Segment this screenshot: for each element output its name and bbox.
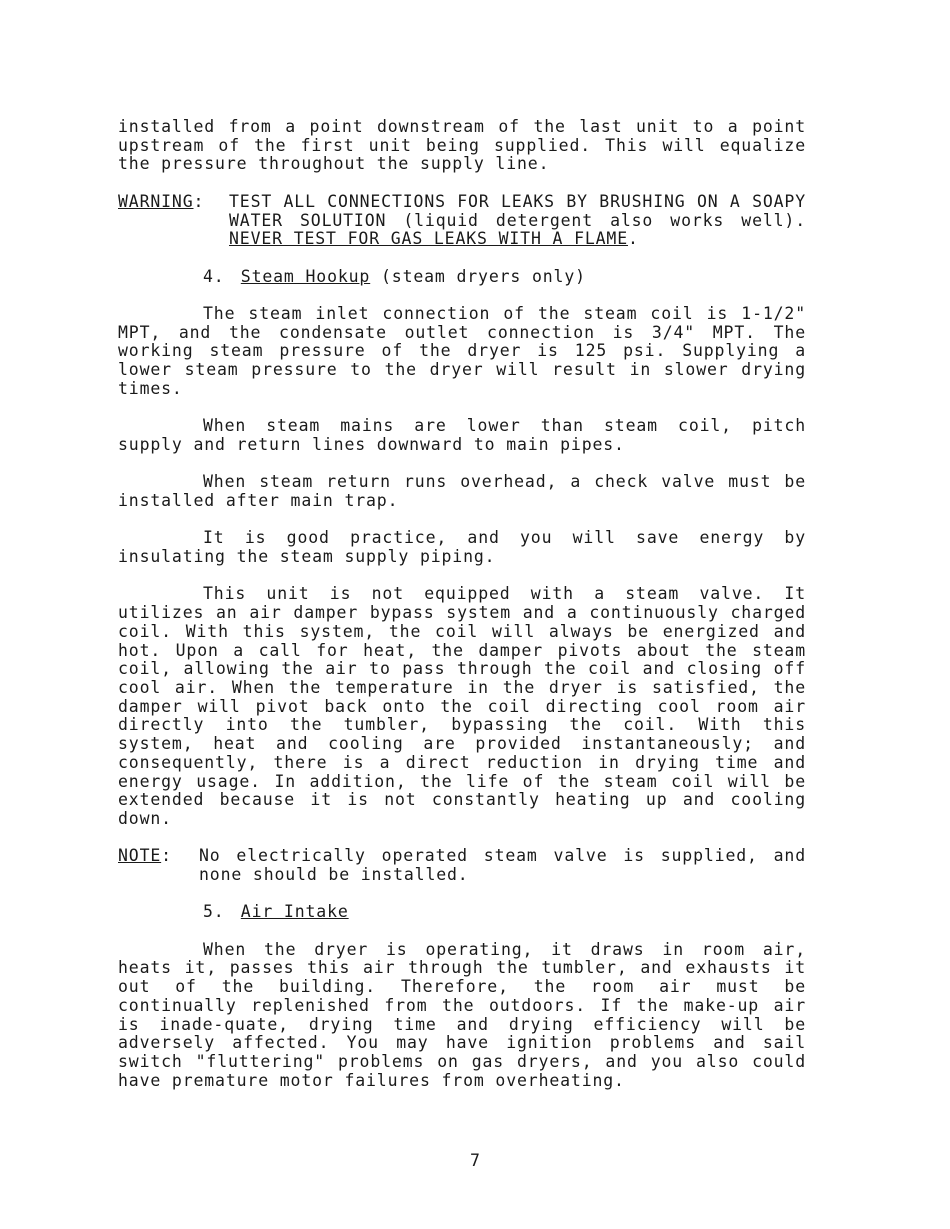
page-number: 7	[470, 1151, 480, 1170]
note-label-wrap	[118, 847, 199, 884]
section-number: 5.	[203, 902, 225, 922]
paragraph-steam-return: When steam return runs overhead, a check valve must be installed after main trap.	[118, 472, 806, 510]
warning-end: .	[628, 229, 639, 249]
warning-label-wrap	[118, 193, 229, 249]
paragraph-steam-connections: The steam inlet connection of the steam coil is 1-1/2" MPT, and the condensate outlet connection is 3/4" MPT. The working steam pressure of the dryer is 125 psi. Supplying a lower steam pressure to the dryer will result in slower drying times.	[118, 303, 806, 398]
section-heading-air-intake	[118, 903, 806, 922]
section-qualifier: (steam dryers only)	[381, 266, 586, 286]
paragraph-supply-line: installed from a point downstream of the last unit to a point upstream of the first unit being supplied. This will equalize the pressure throughout the supply line.	[118, 117, 806, 174]
warning-emphasis: NEVER TEST FOR GAS LEAKS WITH A FLAME	[229, 229, 629, 249]
note-block	[118, 847, 806, 884]
warning-label: WARNING	[118, 191, 194, 211]
warning-block	[118, 193, 806, 249]
warning-text	[229, 193, 806, 249]
section-heading-steam-hookup	[118, 268, 806, 287]
paragraph-damper-system: This unit is not equipped with a steam valve. It utilizes an air damper bypass system and a continuously charged coil. With this system, the coil will always be energized and hot. Upon a call for heat, the damper pivots about the steam coil, allowing the air to pass through the coil and closing off cool air. When the temperature in the dryer is satisfied, the damper will pivot back onto the coil directing cool room air directly into the tumbler, bypassing the coil. With this system, heat and cooling are provided instantaneously; and consequently, there is a direct reduction in drying time and energy usage. In addition, the life of the steam coil will be extended because it is not constantly heating up and cooling down.	[118, 584, 806, 828]
note-colon: :	[161, 846, 172, 866]
page-content	[118, 118, 806, 1090]
warning-main-text: TEST ALL CONNECTIONS FOR LEAKS BY BRUSHING ON A SOAPY WATER SOLUTION (liquid detergent also works well).	[229, 191, 806, 230]
section-title: Air Intake	[240, 902, 349, 922]
section-number: 4.	[203, 266, 225, 286]
note-label: NOTE	[118, 846, 162, 866]
warning-colon: :	[193, 191, 205, 211]
paragraph-air-intake: When the dryer is operating, it draws in room air, heats it, passes this air through the tumbler, and exhausts it out of the building. Therefore, the room air must be continually replenished from the outdoors. If the make-up air is inade-quate, drying time and drying efficiency will be adversely affected. You may have ignition problems and sail switch "fluttering" problems on gas dryers, and you also could have premature motor failures from overheating.	[118, 939, 806, 1090]
section-title: Steam Hookup	[240, 266, 371, 286]
note-text: No electrically operated steam valve is supplied, and none should be installed.	[199, 846, 806, 884]
paragraph-insulation: It is good practice, and you will save energy by insulating the steam supply piping.	[118, 528, 806, 567]
paragraph-steam-mains: When steam mains are lower than steam coil, pitch supply and return lines downward to main pipes.	[118, 416, 806, 454]
